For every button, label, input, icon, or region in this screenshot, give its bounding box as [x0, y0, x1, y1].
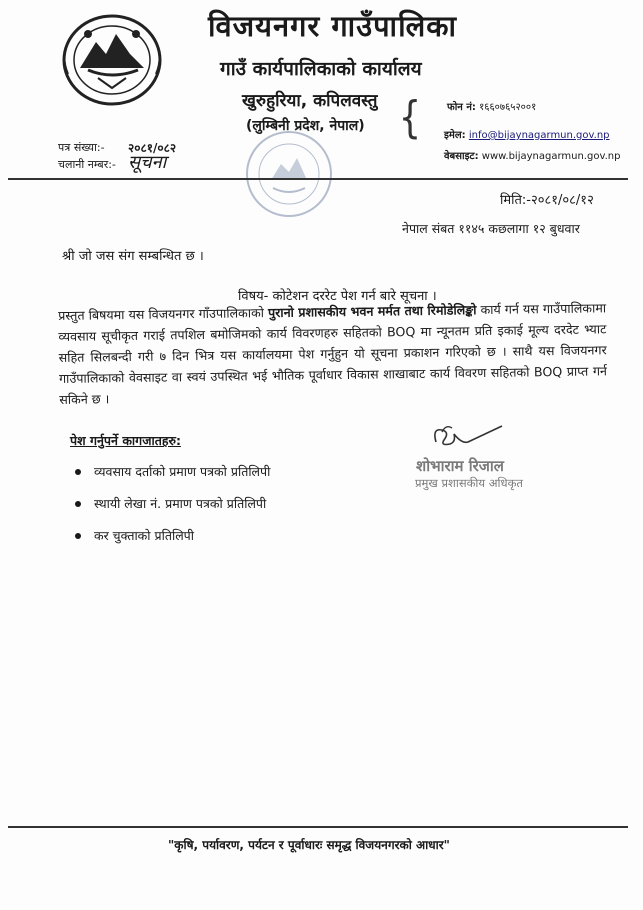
salutation: श्री जो जस संग सम्बन्धित छ । [62, 249, 204, 264]
web-value: www.bijaynagarmun.gov.np [481, 151, 621, 162]
patra-value: २०८१/०८२ [128, 141, 177, 155]
list-item: कर चुक्ताको प्रतिलिपी [70, 522, 270, 550]
province-line: (लुम्बिनी प्रदेश, नेपाल) [246, 118, 365, 134]
email-link[interactable]: info@bijaynagarmun.gov.np [468, 130, 610, 141]
list-item: व्यवसाय दर्ताको प्रमाण पत्रको प्रतिलिपी [70, 458, 270, 486]
organization-name: विजयनगर गाउँपालिका [208, 9, 458, 43]
office-location: खुरुहुरिया, कपिलवस्तु [242, 91, 378, 111]
header-divider [8, 178, 628, 180]
web-label: वेबसाइट: [444, 151, 479, 162]
patra-label: पत्र संख्या:- [58, 141, 105, 154]
chalani-value: सूचना [128, 152, 167, 173]
notice-body [58, 297, 607, 410]
officer-title: प्रमुख प्रशासकीय अधिकृत [415, 476, 523, 490]
documents-list [70, 458, 270, 550]
phone-label: फोन नं: [447, 102, 476, 113]
chalani-label: चलानी नम्बर:- [58, 158, 116, 171]
officer-name: शोभाराम रिजाल [416, 457, 504, 475]
body-rest: कार्य गर्न यस गाउँपालिकामा व्यवसाय सूचीकृत गराई तपशिल बमोजिमको कार्य विवरणहरु सहितको BOQ मा न्यूनतम प्रति इकाई मूल्य दरदेट भ्याट सहित सिलबन्दी गरी ७ दिन भित्र यस कार्यालयमा पेश गर्नुहुन यो सूचना प्रकाशन गरिएको छ । साथै यस विजयनगर गाउँपालिकाको वेवसाइट वा स्वयं उपस्थित भई भौतिक पूर्वाधार विकास शाखाबाट कार्य विवरण सहितको BOQ प्राप्त गर्न सकिने छ । [58, 300, 608, 407]
footer-tagline: "कृषि, पर्यावरण, पर्यटन र पूर्वाधारः समृद्ध विजयनगरको आधार" [168, 838, 450, 852]
contact-email [444, 127, 610, 141]
date-miti: मिति:-२०८१/०८/१२ [500, 193, 594, 208]
email-label: इमेल: [444, 130, 466, 141]
body-intro: प्रस्तुत बिषयमा यस विजयनगर गाँउपालिकाको [58, 305, 269, 323]
contact-website [444, 148, 620, 162]
government-emblem-icon [58, 8, 166, 108]
body-highlight: पुरानो प्रशासकीय भवन मर्मत तथा रिमोडेलिङ्को [267, 302, 477, 321]
office-name: गाउँ कार्यपालिकाको कार्यालय [220, 58, 422, 80]
phone-value: १६६०७६५२००१ [479, 102, 537, 113]
subject-line: विषय- कोटेशन दररेट पेश गर्न बारे सूचना । [238, 289, 437, 304]
office-stamp-icon [243, 128, 335, 220]
nepal-samvat-date: नेपाल संबत ११४५ कछलागा १२ बुधवार [402, 221, 580, 236]
brace-divider: { [398, 92, 422, 143]
documents-title: पेश गर्नुपर्ने कागजातहरु: [70, 433, 181, 448]
list-item: स्थायी लेखा नं. प्रमाण पत्रको प्रतिलिपी [70, 490, 270, 518]
signature-icon [428, 420, 508, 454]
footer-divider [8, 826, 628, 828]
contact-phone [447, 99, 536, 113]
